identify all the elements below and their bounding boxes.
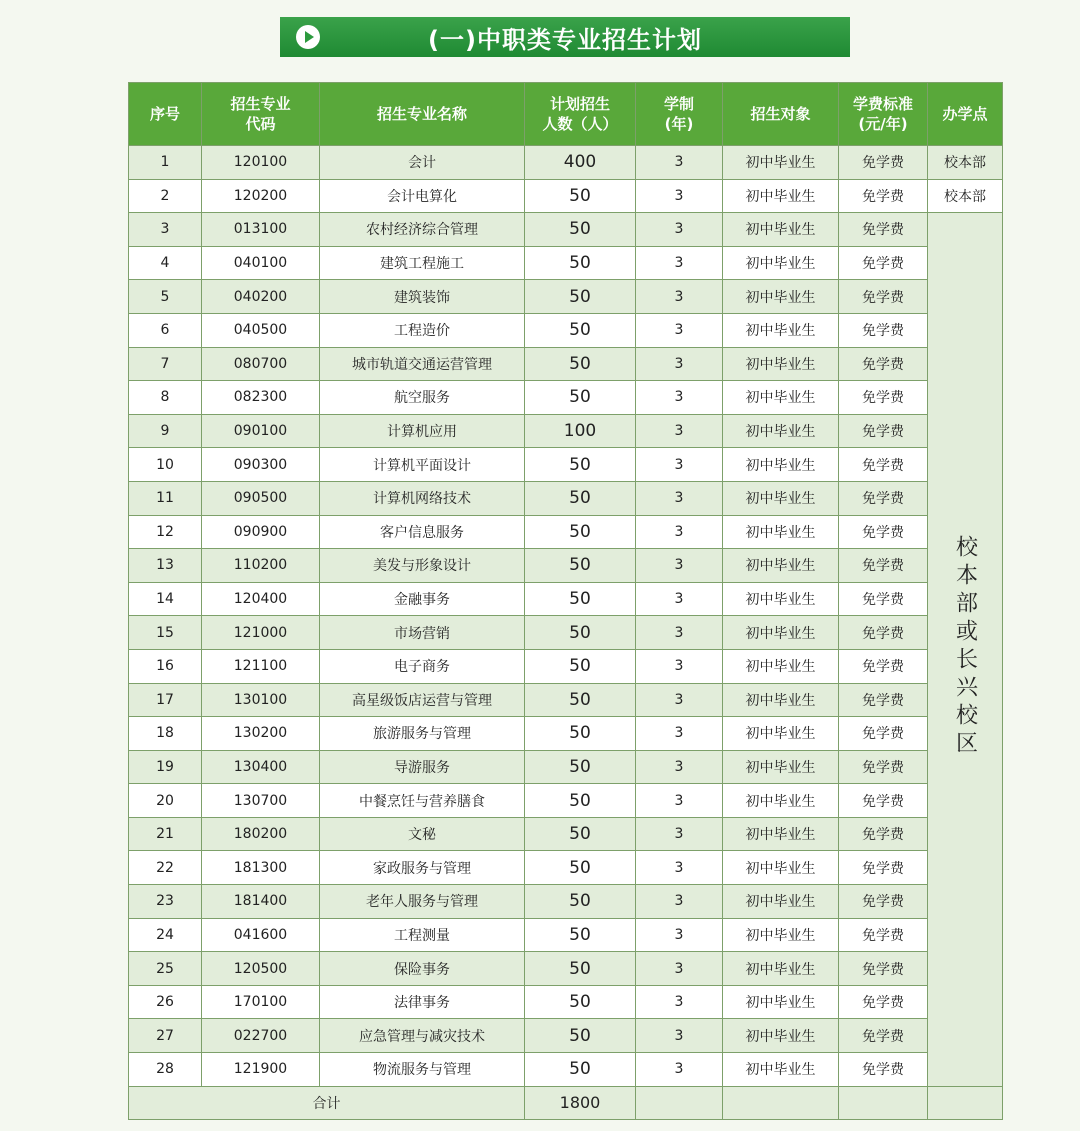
row-target: 初中毕业生 bbox=[723, 549, 839, 583]
row-no: 20 bbox=[129, 784, 202, 818]
row-count: 50 bbox=[525, 448, 636, 482]
row-count: 50 bbox=[525, 280, 636, 314]
row-count: 50 bbox=[525, 1019, 636, 1053]
row-count: 50 bbox=[525, 885, 636, 919]
total-empty-cell bbox=[723, 1086, 839, 1120]
table-row bbox=[129, 649, 1003, 683]
header-fee: 学费标准 (元/年) bbox=[839, 83, 928, 146]
row-years: 3 bbox=[636, 448, 723, 482]
table-row bbox=[129, 146, 1003, 180]
row-name: 计算机网络技术 bbox=[320, 481, 525, 515]
row-count: 50 bbox=[525, 246, 636, 280]
row-years: 3 bbox=[636, 683, 723, 717]
header-name: 招生专业名称 bbox=[320, 83, 525, 146]
row-code: 181400 bbox=[202, 885, 320, 919]
table-row bbox=[129, 952, 1003, 986]
header-code: 招生专业 代码 bbox=[202, 83, 320, 146]
row-code: 181300 bbox=[202, 851, 320, 885]
row-fee: 免学费 bbox=[839, 381, 928, 415]
row-name: 法律事务 bbox=[320, 985, 525, 1019]
table-row bbox=[129, 515, 1003, 549]
row-years: 3 bbox=[636, 952, 723, 986]
row-target: 初中毕业生 bbox=[723, 515, 839, 549]
row-no: 27 bbox=[129, 1019, 202, 1053]
row-code: 121100 bbox=[202, 649, 320, 683]
row-code: 130700 bbox=[202, 784, 320, 818]
row-site: 校本部 bbox=[928, 146, 1003, 180]
row-no: 19 bbox=[129, 750, 202, 784]
row-name: 家政服务与管理 bbox=[320, 851, 525, 885]
total-empty-cell bbox=[636, 1086, 723, 1120]
row-years: 3 bbox=[636, 515, 723, 549]
row-no: 4 bbox=[129, 246, 202, 280]
table-row bbox=[129, 616, 1003, 650]
row-name: 航空服务 bbox=[320, 381, 525, 415]
row-fee: 免学费 bbox=[839, 280, 928, 314]
row-code: 090100 bbox=[202, 414, 320, 448]
row-no: 10 bbox=[129, 448, 202, 482]
row-years: 3 bbox=[636, 213, 723, 247]
row-code: 120500 bbox=[202, 952, 320, 986]
row-code: 130400 bbox=[202, 750, 320, 784]
row-count: 50 bbox=[525, 381, 636, 415]
row-fee: 免学费 bbox=[839, 717, 928, 751]
table-row bbox=[129, 582, 1003, 616]
row-target: 初中毕业生 bbox=[723, 784, 839, 818]
row-target: 初中毕业生 bbox=[723, 616, 839, 650]
table-row bbox=[129, 414, 1003, 448]
row-name: 农村经济综合管理 bbox=[320, 213, 525, 247]
row-fee: 免学费 bbox=[839, 347, 928, 381]
table-row bbox=[129, 549, 1003, 583]
row-target: 初中毕业生 bbox=[723, 280, 839, 314]
row-no: 21 bbox=[129, 817, 202, 851]
row-fee: 免学费 bbox=[839, 784, 928, 818]
row-no: 12 bbox=[129, 515, 202, 549]
row-code: 110200 bbox=[202, 549, 320, 583]
row-target: 初中毕业生 bbox=[723, 750, 839, 784]
row-years: 3 bbox=[636, 649, 723, 683]
row-fee: 免学费 bbox=[839, 1053, 928, 1087]
row-fee: 免学费 bbox=[839, 481, 928, 515]
row-years: 3 bbox=[636, 1019, 723, 1053]
row-no: 13 bbox=[129, 549, 202, 583]
row-code: 090900 bbox=[202, 515, 320, 549]
row-years: 3 bbox=[636, 750, 723, 784]
table-body bbox=[129, 146, 1003, 1120]
row-code: 082300 bbox=[202, 381, 320, 415]
row-years: 3 bbox=[636, 146, 723, 180]
row-code: 022700 bbox=[202, 1019, 320, 1053]
row-fee: 免学费 bbox=[839, 885, 928, 919]
row-target: 初中毕业生 bbox=[723, 414, 839, 448]
row-name: 建筑装饰 bbox=[320, 280, 525, 314]
row-target: 初中毕业生 bbox=[723, 851, 839, 885]
row-fee: 免学费 bbox=[839, 817, 928, 851]
row-count: 50 bbox=[525, 481, 636, 515]
table-row bbox=[129, 918, 1003, 952]
row-code: 090500 bbox=[202, 481, 320, 515]
row-name: 电子商务 bbox=[320, 649, 525, 683]
play-icon bbox=[296, 25, 320, 49]
row-code: 090300 bbox=[202, 448, 320, 482]
merged-site-label: 校本部或长兴校区 bbox=[952, 535, 978, 760]
row-no: 23 bbox=[129, 885, 202, 919]
row-target: 初中毕业生 bbox=[723, 985, 839, 1019]
row-years: 3 bbox=[636, 918, 723, 952]
row-count: 50 bbox=[525, 851, 636, 885]
merged-site-cell bbox=[928, 213, 1003, 1086]
row-target: 初中毕业生 bbox=[723, 918, 839, 952]
row-years: 3 bbox=[636, 414, 723, 448]
row-code: 040500 bbox=[202, 313, 320, 347]
row-no: 7 bbox=[129, 347, 202, 381]
row-count: 50 bbox=[525, 717, 636, 751]
row-fee: 免学费 bbox=[839, 213, 928, 247]
row-no: 28 bbox=[129, 1053, 202, 1087]
row-fee: 免学费 bbox=[839, 414, 928, 448]
row-fee: 免学费 bbox=[839, 313, 928, 347]
table-row bbox=[129, 280, 1003, 314]
row-no: 6 bbox=[129, 313, 202, 347]
row-name: 客户信息服务 bbox=[320, 515, 525, 549]
total-label: 合计 bbox=[129, 1086, 525, 1120]
table-row bbox=[129, 683, 1003, 717]
row-name: 会计电算化 bbox=[320, 179, 525, 213]
row-count: 50 bbox=[525, 649, 636, 683]
table-row bbox=[129, 481, 1003, 515]
row-code: 041600 bbox=[202, 918, 320, 952]
table-row bbox=[129, 817, 1003, 851]
row-years: 3 bbox=[636, 851, 723, 885]
row-count: 50 bbox=[525, 784, 636, 818]
row-name: 老年人服务与管理 bbox=[320, 885, 525, 919]
row-years: 3 bbox=[636, 717, 723, 751]
row-years: 3 bbox=[636, 784, 723, 818]
header-target: 招生对象 bbox=[723, 83, 839, 146]
row-fee: 免学费 bbox=[839, 582, 928, 616]
row-name: 导游服务 bbox=[320, 750, 525, 784]
row-name: 计算机应用 bbox=[320, 414, 525, 448]
row-no: 14 bbox=[129, 582, 202, 616]
table-row bbox=[129, 213, 1003, 247]
row-fee: 免学费 bbox=[839, 649, 928, 683]
row-name: 高星级饭店运营与管理 bbox=[320, 683, 525, 717]
row-fee: 免学费 bbox=[839, 985, 928, 1019]
table-row bbox=[129, 448, 1003, 482]
row-years: 3 bbox=[636, 179, 723, 213]
row-count: 50 bbox=[525, 582, 636, 616]
row-name: 工程测量 bbox=[320, 918, 525, 952]
row-fee: 免学费 bbox=[839, 750, 928, 784]
row-years: 3 bbox=[636, 280, 723, 314]
row-fee: 免学费 bbox=[839, 179, 928, 213]
row-code: 120400 bbox=[202, 582, 320, 616]
header-years: 学制 (年) bbox=[636, 83, 723, 146]
row-years: 3 bbox=[636, 347, 723, 381]
row-no: 8 bbox=[129, 381, 202, 415]
row-target: 初中毕业生 bbox=[723, 146, 839, 180]
row-count: 50 bbox=[525, 515, 636, 549]
row-no: 2 bbox=[129, 179, 202, 213]
row-code: 080700 bbox=[202, 347, 320, 381]
row-years: 3 bbox=[636, 985, 723, 1019]
row-target: 初中毕业生 bbox=[723, 481, 839, 515]
row-code: 170100 bbox=[202, 985, 320, 1019]
row-code: 013100 bbox=[202, 213, 320, 247]
row-code: 130100 bbox=[202, 683, 320, 717]
row-no: 22 bbox=[129, 851, 202, 885]
row-no: 17 bbox=[129, 683, 202, 717]
row-name: 工程造价 bbox=[320, 313, 525, 347]
row-target: 初中毕业生 bbox=[723, 213, 839, 247]
row-name: 会计 bbox=[320, 146, 525, 180]
table-header-row bbox=[129, 83, 1003, 146]
row-name: 物流服务与管理 bbox=[320, 1053, 525, 1087]
row-no: 1 bbox=[129, 146, 202, 180]
row-count: 50 bbox=[525, 313, 636, 347]
row-count: 100 bbox=[525, 414, 636, 448]
row-target: 初中毕业生 bbox=[723, 1053, 839, 1087]
row-fee: 免学费 bbox=[839, 549, 928, 583]
row-code: 040200 bbox=[202, 280, 320, 314]
row-count: 50 bbox=[525, 952, 636, 986]
row-target: 初中毕业生 bbox=[723, 179, 839, 213]
row-years: 3 bbox=[636, 313, 723, 347]
row-name: 建筑工程施工 bbox=[320, 246, 525, 280]
row-target: 初中毕业生 bbox=[723, 817, 839, 851]
row-fee: 免学费 bbox=[839, 952, 928, 986]
row-no: 3 bbox=[129, 213, 202, 247]
row-name: 美发与形象设计 bbox=[320, 549, 525, 583]
table-row bbox=[129, 717, 1003, 751]
row-name: 金融事务 bbox=[320, 582, 525, 616]
row-code: 180200 bbox=[202, 817, 320, 851]
row-target: 初中毕业生 bbox=[723, 582, 839, 616]
row-target: 初中毕业生 bbox=[723, 649, 839, 683]
table-row bbox=[129, 347, 1003, 381]
row-no: 16 bbox=[129, 649, 202, 683]
section-title-bar bbox=[280, 17, 850, 57]
row-no: 18 bbox=[129, 717, 202, 751]
row-count: 400 bbox=[525, 146, 636, 180]
row-no: 26 bbox=[129, 985, 202, 1019]
row-count: 50 bbox=[525, 616, 636, 650]
row-target: 初中毕业生 bbox=[723, 313, 839, 347]
row-name: 市场营销 bbox=[320, 616, 525, 650]
row-years: 3 bbox=[636, 616, 723, 650]
row-years: 3 bbox=[636, 582, 723, 616]
row-count: 50 bbox=[525, 549, 636, 583]
total-empty-cell bbox=[839, 1086, 928, 1120]
table-row bbox=[129, 750, 1003, 784]
row-count: 50 bbox=[525, 918, 636, 952]
header-count: 计划招生 人数（人） bbox=[525, 83, 636, 146]
row-count: 50 bbox=[525, 985, 636, 1019]
table-row bbox=[129, 1053, 1003, 1087]
row-count: 50 bbox=[525, 213, 636, 247]
row-name: 计算机平面设计 bbox=[320, 448, 525, 482]
row-target: 初中毕业生 bbox=[723, 381, 839, 415]
row-fee: 免学费 bbox=[839, 683, 928, 717]
row-target: 初中毕业生 bbox=[723, 717, 839, 751]
row-no: 24 bbox=[129, 918, 202, 952]
table-row bbox=[129, 246, 1003, 280]
row-count: 50 bbox=[525, 750, 636, 784]
table-row bbox=[129, 179, 1003, 213]
row-fee: 免学费 bbox=[839, 246, 928, 280]
table-row bbox=[129, 784, 1003, 818]
table-row bbox=[129, 851, 1003, 885]
row-years: 3 bbox=[636, 817, 723, 851]
row-no: 11 bbox=[129, 481, 202, 515]
section-title: (一)中职类专业招生计划 bbox=[428, 25, 702, 54]
row-fee: 免学费 bbox=[839, 851, 928, 885]
row-name: 保险事务 bbox=[320, 952, 525, 986]
row-years: 3 bbox=[636, 549, 723, 583]
row-target: 初中毕业生 bbox=[723, 347, 839, 381]
row-code: 120200 bbox=[202, 179, 320, 213]
row-count: 50 bbox=[525, 683, 636, 717]
row-name: 文秘 bbox=[320, 817, 525, 851]
row-target: 初中毕业生 bbox=[723, 246, 839, 280]
row-count: 50 bbox=[525, 1053, 636, 1087]
total-row bbox=[129, 1086, 1003, 1120]
table-row bbox=[129, 885, 1003, 919]
row-years: 3 bbox=[636, 381, 723, 415]
enrollment-plan-table bbox=[128, 82, 1003, 1120]
row-years: 3 bbox=[636, 481, 723, 515]
row-fee: 免学费 bbox=[839, 146, 928, 180]
row-count: 50 bbox=[525, 817, 636, 851]
row-no: 15 bbox=[129, 616, 202, 650]
row-no: 25 bbox=[129, 952, 202, 986]
row-name: 旅游服务与管理 bbox=[320, 717, 525, 751]
table-row bbox=[129, 313, 1003, 347]
row-fee: 免学费 bbox=[839, 448, 928, 482]
row-years: 3 bbox=[636, 1053, 723, 1087]
table-row bbox=[129, 985, 1003, 1019]
row-fee: 免学费 bbox=[839, 1019, 928, 1053]
row-name: 中餐烹饪与营养膳食 bbox=[320, 784, 525, 818]
row-target: 初中毕业生 bbox=[723, 952, 839, 986]
row-name: 应急管理与减灾技术 bbox=[320, 1019, 525, 1053]
row-no: 9 bbox=[129, 414, 202, 448]
row-site: 校本部 bbox=[928, 179, 1003, 213]
row-target: 初中毕业生 bbox=[723, 885, 839, 919]
row-years: 3 bbox=[636, 246, 723, 280]
row-code: 121000 bbox=[202, 616, 320, 650]
row-target: 初中毕业生 bbox=[723, 683, 839, 717]
header-site: 办学点 bbox=[928, 83, 1003, 146]
row-code: 130200 bbox=[202, 717, 320, 751]
row-fee: 免学费 bbox=[839, 616, 928, 650]
row-years: 3 bbox=[636, 885, 723, 919]
row-target: 初中毕业生 bbox=[723, 1019, 839, 1053]
table-row bbox=[129, 381, 1003, 415]
row-code: 120100 bbox=[202, 146, 320, 180]
row-code: 040100 bbox=[202, 246, 320, 280]
row-code: 121900 bbox=[202, 1053, 320, 1087]
row-no: 5 bbox=[129, 280, 202, 314]
header-no: 序号 bbox=[129, 83, 202, 146]
total-count: 1800 bbox=[525, 1086, 636, 1120]
row-fee: 免学费 bbox=[839, 918, 928, 952]
table-row bbox=[129, 1019, 1003, 1053]
row-name: 城市轨道交通运营管理 bbox=[320, 347, 525, 381]
row-count: 50 bbox=[525, 179, 636, 213]
row-target: 初中毕业生 bbox=[723, 448, 839, 482]
total-empty-cell bbox=[928, 1086, 1003, 1120]
row-count: 50 bbox=[525, 347, 636, 381]
row-fee: 免学费 bbox=[839, 515, 928, 549]
